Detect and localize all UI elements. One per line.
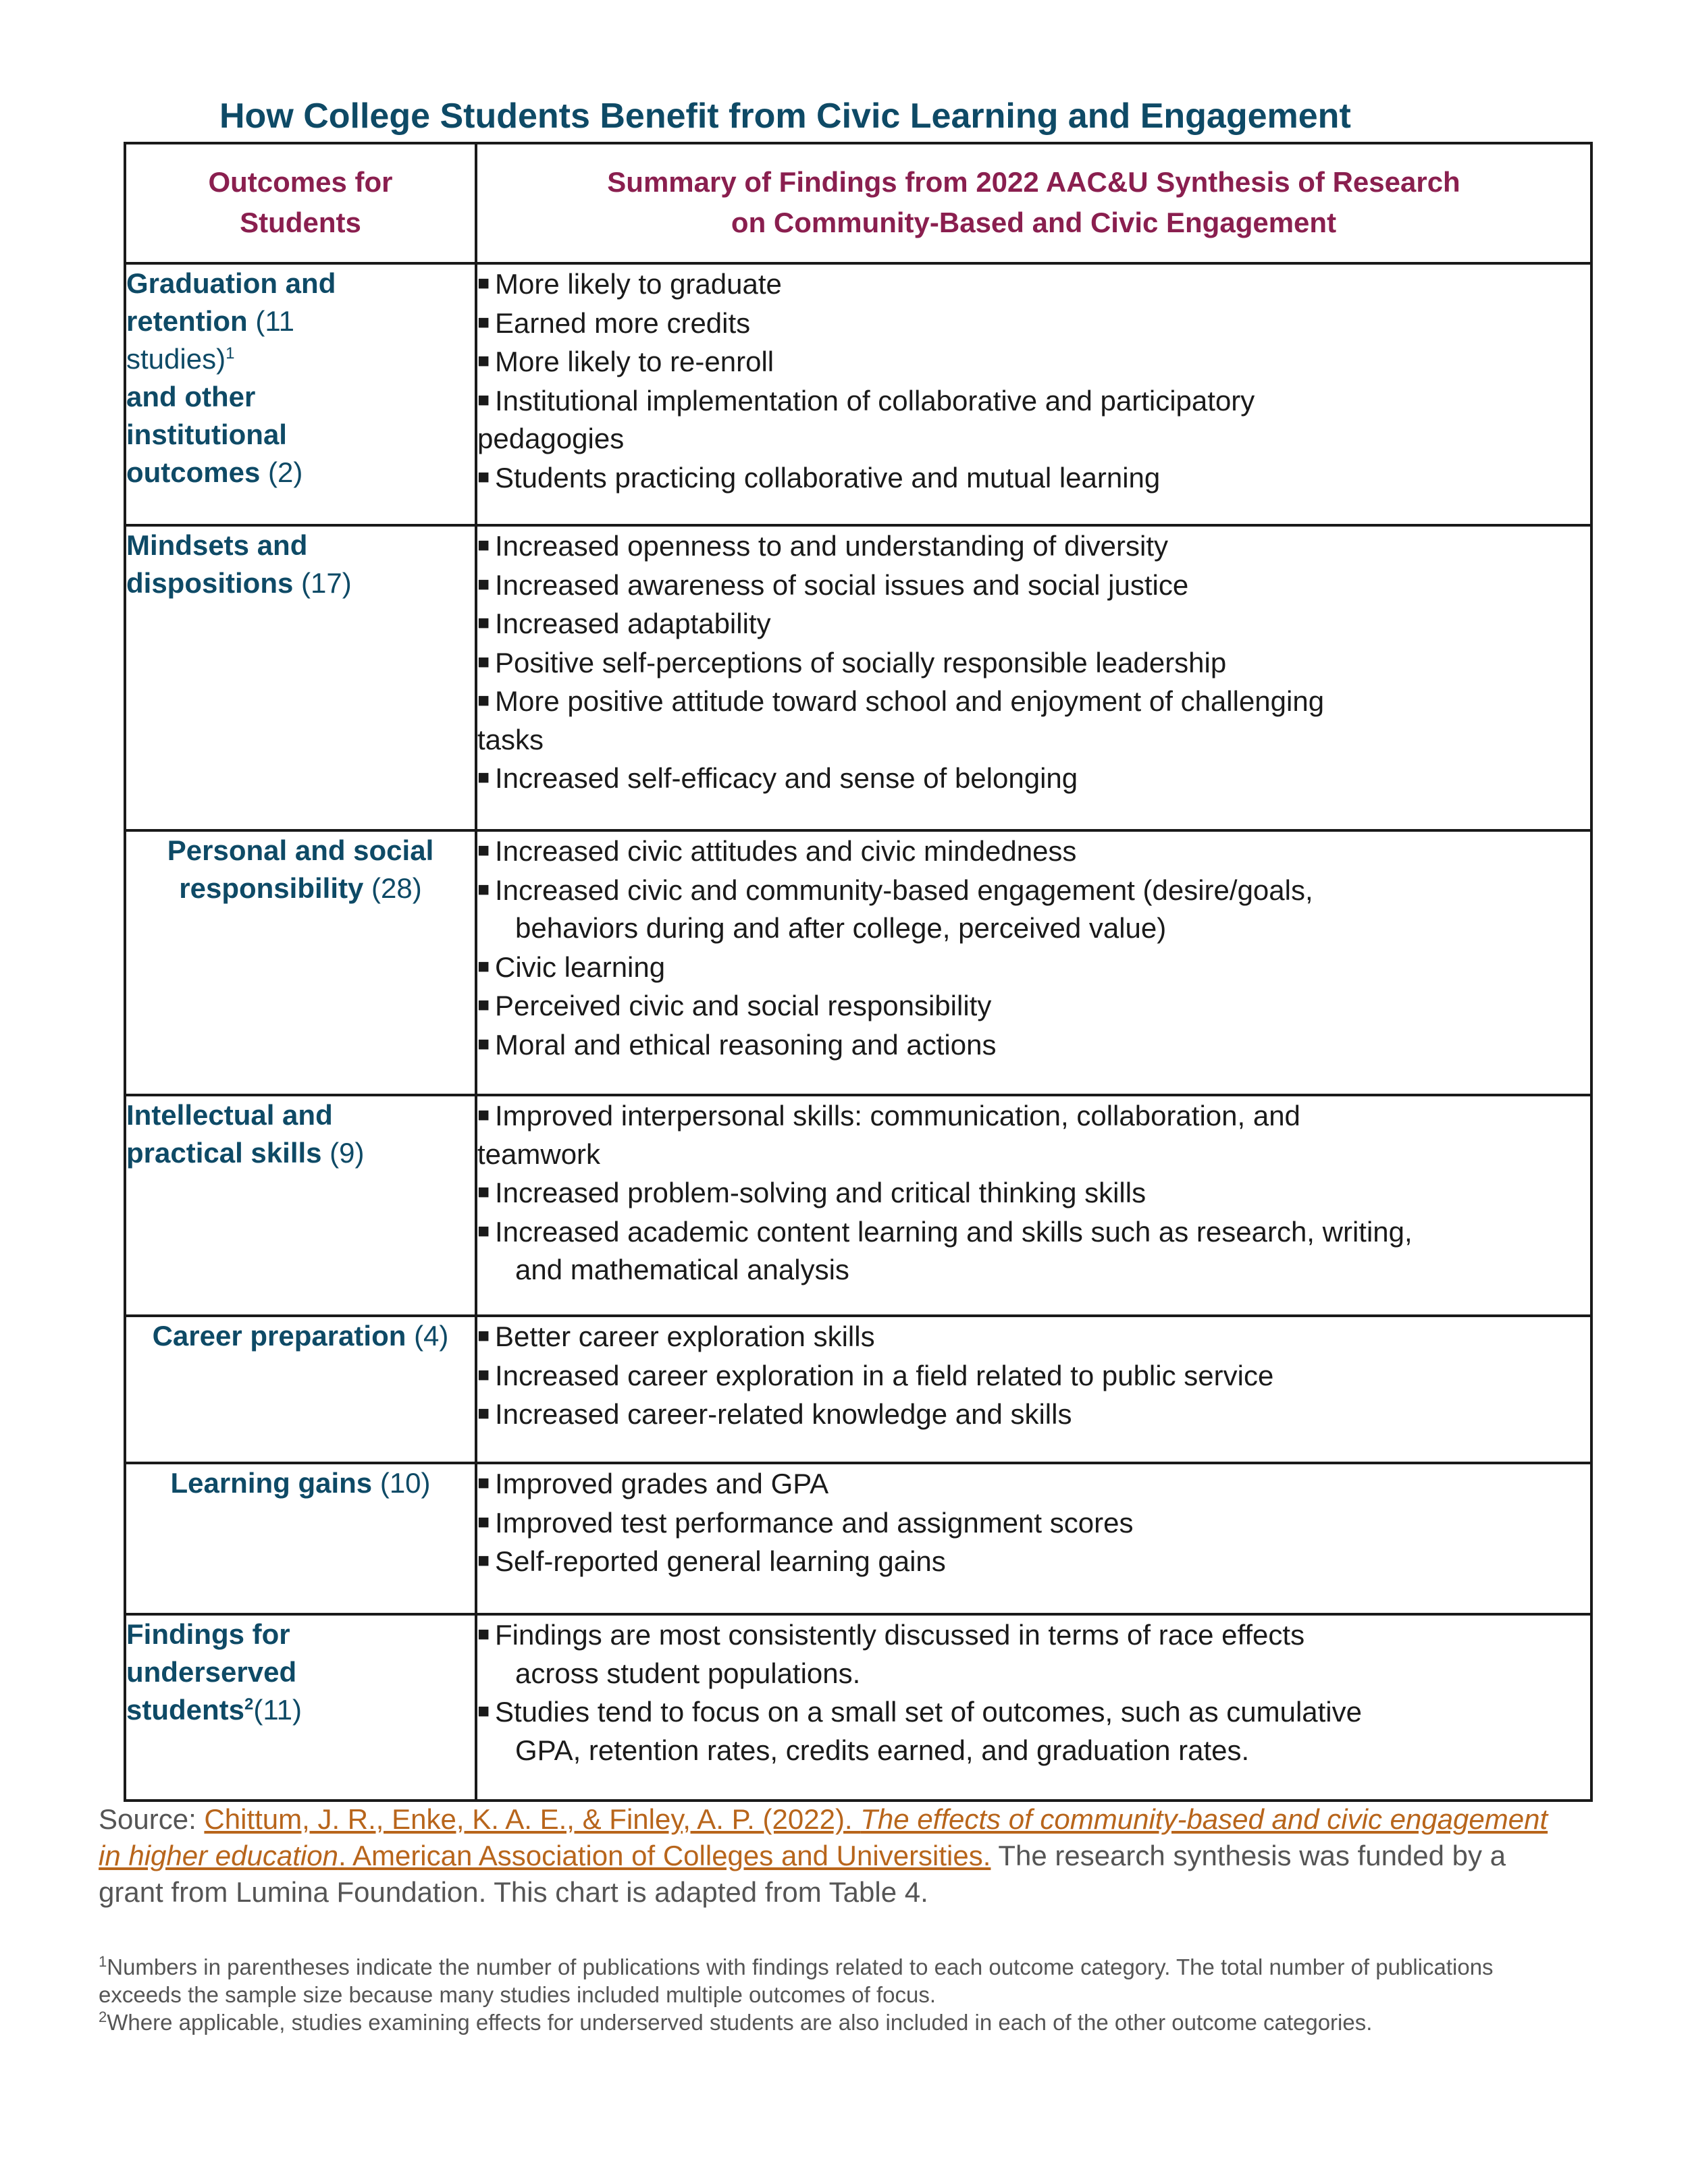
list-item: ■ Students practicing collaborative and mutual learning	[477, 461, 1161, 494]
outcome-cell: Career preparation (4)	[125, 1316, 476, 1463]
findings-cell	[476, 1614, 1591, 1801]
list-item: ■ Better career exploration skills	[477, 1321, 875, 1352]
table-row	[125, 830, 1591, 1095]
list-item-continued: tasks	[477, 723, 544, 755]
list-item: ■ Perceived civic and social responsibility	[477, 990, 992, 1021]
source-note: The research synthesis was funded by a grant from Lumina Foundation. This chart is adapted from Table 4.	[99, 1840, 1506, 1908]
footnote-2: $^2$Where applicable, studies examining effects for underserved students are also included in each of the other outcome categories.	[99, 2008, 1373, 2035]
list-item-continued: behaviors during and after college, perceived value)	[515, 912, 1167, 944]
list-item: ■ More likely to re-enroll	[477, 346, 774, 377]
outcomes-table	[124, 142, 1593, 1802]
header-outcomes-line2: Students	[240, 207, 361, 238]
list-item: ■ Improved grades and GPA	[477, 1468, 829, 1499]
list-item: ■ Increased career-related knowledge and skills	[477, 1398, 1072, 1430]
findings-cell	[476, 830, 1591, 1095]
list-item: ■ Increased career exploration in a field related to public service	[477, 1359, 1274, 1391]
footnote-1: $^1$Numbers in parentheses indicate the number of publications with findings related to each outcome category. The total number of publications exceeds the sample size because many studies included multiple outcomes of focus.	[99, 1953, 1494, 2007]
table-row	[125, 263, 1591, 525]
list-item-continued: pedagogies	[477, 423, 625, 454]
table-row	[125, 525, 1591, 830]
source-label: Source:	[99, 1803, 205, 1835]
list-item: ■ Increased problem-solving and critical thinking skills	[477, 1177, 1146, 1208]
list-item: ■ Institutional implementation of collaborative and participatory	[477, 384, 1255, 417]
list-item: ■ Moral and ethical reasoning and actions	[477, 1028, 997, 1061]
list-item: ■ Increased awareness of social issues and social justice	[477, 568, 1189, 601]
outcome-cell: Findings for underserved students$^2$(11)	[125, 1614, 476, 1801]
source-citation	[99, 1801, 1564, 1911]
header-outcomes-line1: Outcomes for	[208, 166, 393, 198]
list-item: ■ Positive self-perceptions of socially responsible leadership	[477, 646, 1227, 678]
header-summary	[476, 143, 1591, 263]
table-row	[125, 1463, 1591, 1614]
list-item: ■ Improved interpersonal skills: communication, collaboration, and	[477, 1100, 1300, 1131]
header-outcomes	[125, 143, 476, 263]
list-item: ■ Findings are most consistently discussed in terms of race effects	[477, 1619, 1305, 1651]
list-item-continued: across student populations.	[515, 1657, 861, 1689]
list-item: ■ Self-reported general learning gains	[477, 1545, 946, 1577]
table-row	[125, 1614, 1591, 1801]
findings-cell	[476, 1316, 1591, 1463]
outcome-cell: Personal and social responsibility (28)	[125, 830, 476, 1095]
footnotes	[99, 1953, 1571, 2036]
outcome-cell: Graduation and retention (11 studies)$^1$ and other institutional outcomes (2)	[125, 263, 476, 525]
findings-cell	[476, 263, 1591, 525]
table-row	[125, 1095, 1591, 1316]
header-summary-line1: Summary of Findings from 2022 AAC&U Synthesis of Research	[607, 166, 1460, 198]
list-item: ■ Increased adaptability	[477, 608, 771, 639]
findings-cell	[476, 525, 1591, 830]
list-item: ■ More likely to graduate	[477, 268, 782, 300]
findings-cell	[476, 1463, 1591, 1614]
findings-cell	[476, 1095, 1591, 1316]
list-item: ■ Increased civic attitudes and civic mindedness	[477, 835, 1077, 867]
list-item-continued: and mathematical analysis	[515, 1254, 849, 1285]
table-row	[125, 1316, 1591, 1463]
list-item: ■ Earned more credits	[477, 307, 751, 339]
list-item: ■ Increased civic and community-based engagement (desire/goals,	[477, 874, 1313, 906]
header-summary-line2: on Community-Based and Civic Engagement	[731, 207, 1337, 238]
list-item: ■ Increased self-efficacy and sense of belonging	[477, 762, 1078, 794]
table-header-row	[125, 143, 1591, 263]
list-item-continued: teamwork	[477, 1138, 601, 1170]
outcome-cell: Mindsets and dispositions (17)	[125, 525, 476, 830]
outcome-cell: Intellectual and practical skills (9)	[125, 1095, 476, 1316]
list-item: ■ Improved test performance and assignment scores	[477, 1506, 1134, 1539]
page-title: How College Students Benefit from Civic Learning and Engagement	[219, 97, 1351, 136]
list-item: ■ Studies tend to focus on a small set of outcomes, such as cumulative	[477, 1696, 1362, 1728]
outcome-cell: Learning gains (10)	[125, 1463, 476, 1614]
citation-link[interactable]: Chittum, J. R., Enke, K. A. E., & Finley, A. P. (2022). The effects of community-based and civic engagement in higher education. American Association of Colleges and Universities.	[99, 1803, 1548, 1871]
list-item: ■ Increased openness to and understanding of diversity	[477, 530, 1168, 562]
list-item: ■ More positive attitude toward school and enjoyment of challenging	[477, 685, 1325, 717]
list-item: ■ Increased academic content learning and skills such as research, writing,	[477, 1215, 1413, 1248]
list-item: ■ Civic learning	[477, 951, 666, 983]
list-item-continued: GPA, retention rates, credits earned, and graduation rates.	[515, 1734, 1250, 1766]
